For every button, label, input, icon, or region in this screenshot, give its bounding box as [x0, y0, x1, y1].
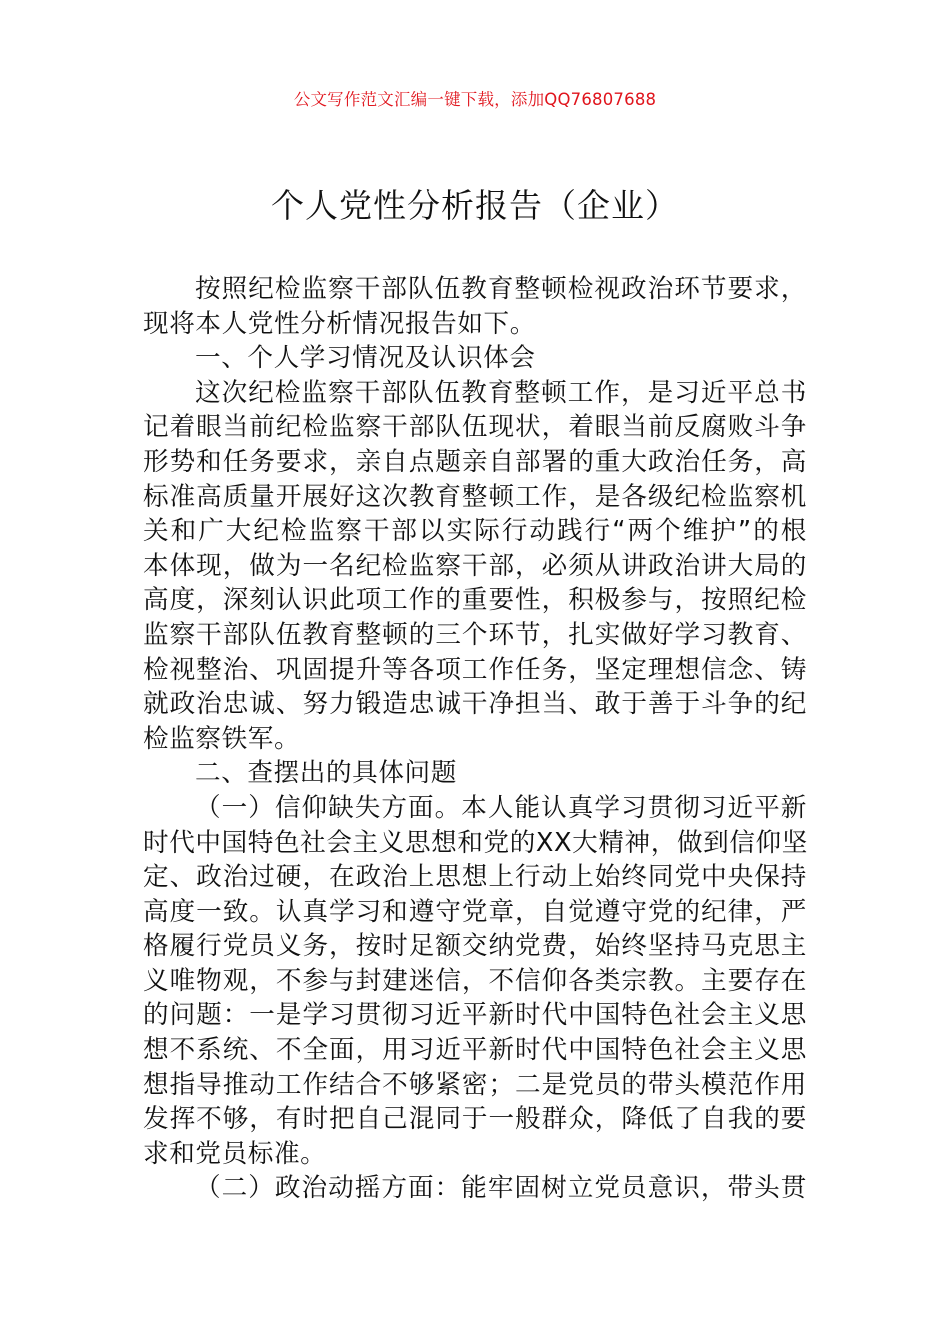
text-line: 时代中国特色社会主义思想和党的XX大精神，做到信仰坚: [143, 827, 808, 858]
text-line: 检监察铁军。: [143, 723, 301, 754]
text-line: 监察干部队伍教育整顿的三个环节，扎实做好学习教育、: [143, 619, 807, 650]
text-line: 一、个人学习情况及认识体会: [195, 343, 536, 374]
text-line: 想不系统、不全面，用习近平新时代中国特色社会主义思: [143, 1035, 807, 1066]
text-line: 义唯物观，不参与封建迷信，不信仰各类宗教。主要存在: [143, 965, 807, 996]
text-line: 就政治忠诚、努力锻造忠诚干净担当、敢于善于斗争的纪: [143, 689, 807, 720]
text-line: 的问题：一是学习贯彻习近平新时代中国特色社会主义思: [143, 1000, 807, 1031]
text-line: 本体现，做为一名纪检监察干部，必须从讲政治讲大局的: [143, 550, 807, 581]
text-line: 发挥不够，有时把自己混同于一般群众，降低了自我的要: [143, 1104, 807, 1135]
text-line: 检视整治、巩固提升等各项工作任务，坚定理想信念、铸: [143, 654, 807, 685]
text-line: 这次纪检监察干部队伍教育整顿工作，是习近平总书: [195, 377, 807, 408]
text-line: 记着眼当前纪检监察干部队伍现状，着眼当前反腐败斗争: [143, 412, 807, 443]
text-line: 标准高质量开展好这次教育整顿工作，是各级纪检监察机: [143, 481, 807, 512]
document-body: [143, 272, 807, 1206]
text-line: 高度一致。认真学习和遵守党章，自觉遵守党的纪律，严: [143, 896, 807, 927]
text-line: 高度，深刻认识此项工作的重要性，积极参与，按照纪检: [143, 585, 807, 616]
text-line: 定、政治过硬，在政治上思想上行动上始终同党中央保持: [143, 862, 807, 893]
text-line: （一）信仰缺失方面。本人能认真学习贯彻习近平新: [195, 792, 807, 823]
text-line: 二、查摆出的具体问题: [195, 758, 457, 789]
text-line: （二）政治动摇方面：能牢固树立党员意识，带头贯: [195, 1173, 807, 1204]
text-line: 格履行党员义务，按时足额交纳党费，始终坚持马克思主: [143, 931, 807, 962]
text-line: 想指导推动工作结合不够紧密；二是党员的带头模范作用: [143, 1069, 807, 1100]
text-line: 关和广大纪检监察干部以实际行动践行“两个维护”的根: [143, 516, 807, 547]
text-line: 形势和任务要求，亲自点题亲自部署的重大政治任务，高: [143, 446, 807, 477]
document-title: 个人党性分析报告（企业）: [271, 186, 679, 225]
download-notice: 公文写作范文汇编一键下载，添加QQ76807688: [293, 90, 657, 109]
text-line: 现将本人党性分析情况报告如下。: [143, 308, 536, 339]
text-line: 求和党员标准。: [143, 1138, 327, 1169]
text-line: 按照纪检监察干部队伍教育整顿检视政治环节要求，: [195, 274, 807, 304]
